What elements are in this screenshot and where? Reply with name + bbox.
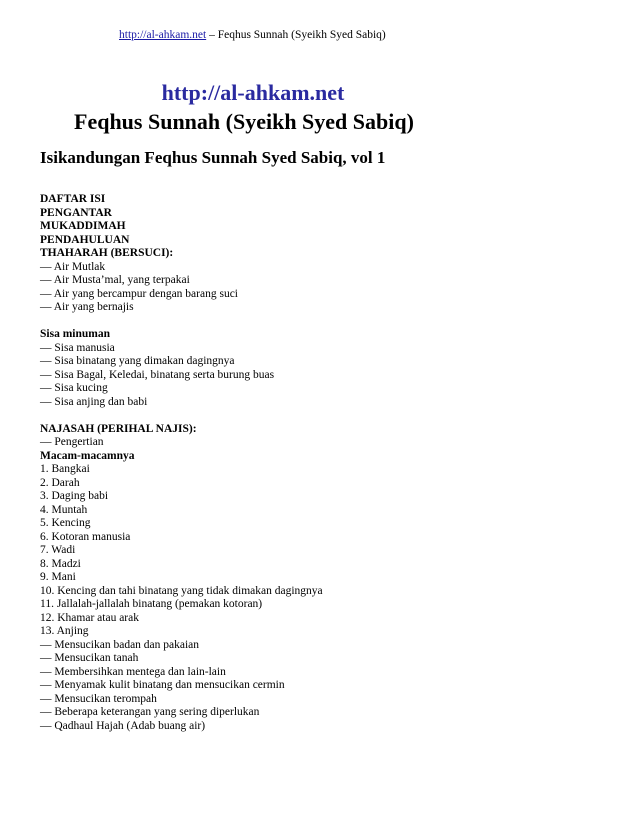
toc-entry: — Air Musta’mal, yang terpakai (40, 274, 190, 286)
running-header (119, 28, 386, 42)
toc-entry: 4. Muntah (40, 503, 88, 516)
toc-entry: — Mensucikan terompah (40, 692, 157, 705)
toc-entry: — Menyamak kulit binatang dan mensucikan cermin (40, 679, 285, 691)
section-heading: Isikandungan Feqhus Sunnah Syed Sabiq, vol 1 (40, 148, 386, 167)
toc-entry: 10. Kencing dan tahi binatang yang tidak dimakan dagingnya (40, 584, 323, 597)
toc-entry: — Mensucikan badan dan pakaian (40, 638, 200, 651)
toc-entry: — Membersihkan mentega dan lain-lain (40, 665, 226, 678)
header-title: Feqhus Sunnah (Syeikh Syed Sabiq) (217, 29, 386, 41)
toc-heading: Sisa minuman (40, 328, 110, 340)
toc-entry: — Qadhaul Hajah (Adab buang air) (40, 719, 206, 732)
block-spacer (40, 315, 323, 329)
toc-entry: — Sisa kucing (40, 382, 108, 394)
header-url-link[interactable]: http://al-ahkam.net (119, 29, 207, 41)
toc-entry: — Sisa binatang yang dimakan dagingnya (40, 355, 235, 367)
toc-entry: — Mensucikan tanah (40, 652, 139, 664)
toc-block-najasah (40, 423, 323, 734)
toc-entry: — Sisa anjing dan babi (40, 395, 148, 408)
toc-entry: — Beberapa keterangan yang sering diperlukan (40, 706, 260, 718)
toc-heading: DAFTAR ISI (40, 193, 106, 205)
document-title: Feqhus Sunnah (Syeikh Syed Sabiq) (74, 109, 414, 134)
site-link[interactable]: http://al-ahkam.net (161, 80, 345, 105)
table-of-contents (40, 193, 323, 733)
toc-entry: — Air Mutlak (40, 260, 106, 273)
toc-entry: — Air yang bernajis (40, 301, 134, 313)
toc-heading: PENDAHULUAN (40, 233, 130, 246)
toc-block-thaharah (40, 193, 323, 315)
block-spacer (40, 409, 323, 423)
toc-entry: — Pengertian (40, 436, 104, 448)
toc-heading: PENGANTAR (40, 206, 112, 219)
toc-entry: 1. Bangkai (40, 463, 90, 475)
toc-entry: — Sisa Bagal, Keledai, binatang serta burung buas (40, 368, 275, 381)
toc-heading: Macam-macamnya (40, 449, 135, 462)
toc-entry: 13. Anjing (40, 625, 89, 637)
toc-entry: 9. Mani (40, 571, 76, 583)
toc-entry: 3. Daging babi (40, 490, 109, 502)
toc-entry: 5. Kencing (40, 517, 91, 529)
toc-block-sisa-minuman (40, 328, 323, 409)
header-separator: – (206, 29, 218, 41)
toc-heading: MUKADDIMAH (40, 220, 126, 232)
toc-entry: 7. Wadi (40, 544, 76, 556)
toc-entry: 11. Jallalah-jallalah binatang (pemakan kotoran) (40, 598, 263, 610)
toc-heading: THAHARAH (BERSUCI): (40, 247, 174, 259)
toc-entry: 8. Madzi (40, 557, 81, 570)
toc-heading: NAJASAH (PERIHAL NAJIS): (40, 422, 197, 435)
toc-entry: 12. Khamar atau arak (40, 611, 139, 624)
toc-entry: — Air yang bercampur dengan barang suci (40, 287, 238, 300)
toc-entry: — Sisa manusia (40, 341, 115, 354)
toc-entry: 2. Darah (40, 476, 80, 489)
toc-entry: 6. Kotoran manusia (40, 530, 131, 543)
